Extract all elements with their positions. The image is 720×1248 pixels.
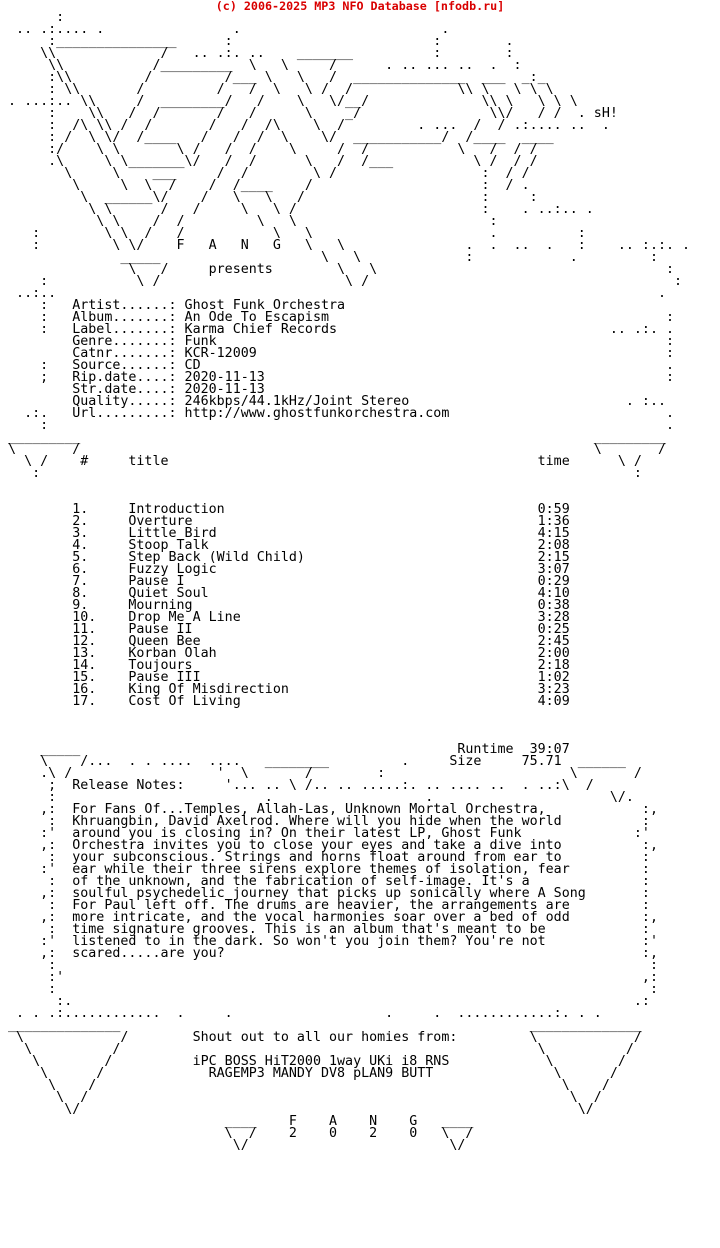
nfo-line: ______________ ______________ [0,1018,642,1033]
nfo-line [0,720,690,732]
nfo-line: 15. Pause III 1:02 [0,670,570,685]
nfo-line: : / \ \/ /____ / / / \ \/ ___________/ /____ ____ [0,130,554,145]
nfo-line: \ \ \ / / /____ / : / . [0,178,530,193]
nfo-line: \ \ ___ / / \ / : / / [0,166,530,181]
nfo-line: Catnr.......: KCR-12009 : [0,346,675,361]
nfo-line: : : [0,958,658,973]
nfo-line: :. .: [0,994,650,1009]
nfo-line: . . .:............ . . . . ............:. . . [0,1006,602,1021]
nfo-line: _____ \ \ : . : [0,250,658,265]
nfo-line: 5. Step Back (Wild Child) 2:15 [0,550,570,565]
nfo-line: ,: soulful psychedelic journey that picks up sonically where A Song : [0,886,650,901]
nfo-line: ..:.. . [0,286,667,301]
nfo-line: 14. Toujours 2:18 [0,658,570,673]
nfo-line: : \ \ / / \ \ . : [0,226,586,241]
nfo-line: : . [0,418,675,433]
nfo-line: :_______________ : : . [0,34,514,49]
nfo-line: Str.date....: 2020-11-13 [0,382,265,397]
nfo-line: 3. Little Bird 4:15 [0,526,570,541]
nfo-line: 6. Fuzzy Logic 3:07 [0,562,570,577]
nfo-line: : \ / \ / : [0,274,683,289]
nfo-line: ,: Orchestra invites you to close your eyes and take a dive into :, [0,838,658,853]
nfo-line: :\\ / /___ \ \ / ______________ ___ _:_ [0,70,546,85]
nfo-line: 1. Introduction 0:59 [0,502,570,517]
nfo-line: ,: scared.....are you? :, [0,946,658,961]
nfo-line: 4. Stoop Talk 2:08 [0,538,570,553]
nfo-line: 13. Korban Olah 2:00 [0,646,570,661]
nfo-line: : Source......: CD . [0,358,675,373]
nfo-line: ; Release Notes: '... .. \ /.. .. .....:. .. .... .. . ..:\ / [0,778,594,793]
nfo-line: \ \ / / \ \ : [0,214,498,229]
nfo-line: \ / 2 0 2 0 \ / [0,1126,474,1141]
nfo-line: :' around you is closing in? On their latest LP, Ghost Funk :' [0,826,650,841]
nfo-line [0,708,690,720]
nfo-line: Genre.......: Funk : [0,334,675,349]
nfo-line: 16. King Of Misdirection 3:23 [0,682,570,697]
nfo-line: \ / iPC BOSS HiT2000 1way UKi i8 RNS \ / [0,1054,626,1069]
nfo-line [0,480,690,492]
nfo-line: : For Paul left off. The drums are heavier, the arrangements are : [0,898,650,913]
nfo-line: \ / \ / [0,442,667,457]
nfo-line: : time signature grooves. This is an album that's meant to be : [0,922,650,937]
nfo-line: 2. Overture 1:36 [0,514,570,529]
nfo-line: _________ _________ [0,430,667,445]
nfo-line: .. .:.... . . . [0,22,450,37]
nfo-line: : Artist......: Ghost Funk Orchestra [0,298,346,313]
nfo-line: \ / RAGEMP3 MANDY DV8 pLAN9 BUTT \ / [0,1066,618,1081]
nfo-line: : [0,10,65,25]
nfo-line: .\ / ' \ / : \ / [0,766,642,781]
nfo-line: \ ______\/ / \ \ / : : [0,190,538,205]
nfo-line: :/ \ \ \ / / / \ / / \ / / / [0,142,538,157]
nfo-line: \ / \ / [0,1090,602,1105]
nfo-line: \\ /_________ \ \ / . .. ... .. . : [0,58,522,73]
nfo-line: ; Rip.date....: 2020-11-13 : [0,370,675,385]
nfo-line: \/ \/ [0,1138,466,1153]
nfo-line: \\ / .. .:. .. _______ : : [0,46,514,61]
nfo-line: 7. Pause I 0:29 [0,574,570,589]
nfo-line: 11. Pause II 0:25 [0,622,570,637]
nfo-line: \/ \/ [0,1102,594,1117]
nfo-line: : Label.......: Karma Chief Records .. .:. . [0,322,675,337]
nfo-line: : : [0,466,642,481]
nfo-line: : \\ / / / \ \ / / \\ \ \ \ \ [0,82,554,97]
nfo-line: 9. Mourning 0:38 [0,598,570,613]
nfo-line: :' ear while their three sirens explore themes of isolation, fear : [0,862,650,877]
nfo-line: . ...:.. \\ / ________/ / \ \/__/ \\ \ \ \ \ [0,94,578,109]
nfo-line: : . . \/. [0,790,634,805]
nfo-text [0,12,690,1152]
nfo-line: 8. Quiet Soul 4:10 [0,586,570,601]
nfo-line: _____ Runtime 39:07 [0,742,570,757]
nfo-line: ,: more intricate, and the vocal harmonies soar over a bed of odd :, [0,910,658,925]
nfo-line: : of the unknown, and the fabrication of self-image. It's a : [0,874,650,889]
nfo-line: Quality.....: 246kbps/44.1kHz/Joint Stereo . :.. [0,394,667,409]
nfo-line: : /\ \\ / / / / /\ \ / . ... / / .:.... .. . [0,118,610,133]
nfo-line: .\ \ \_______\/ / / \ / /___ \ / / / [0,154,538,169]
nfo-line: :' ,: [0,970,658,985]
nfo-line: ____ F A N G ____ [0,1114,474,1129]
nfo-line: : Album.......: An Ode To Escapism : [0,310,675,325]
nfo-line: \ / presents \ \ : [0,262,675,277]
nfo-line: ,: For Fans Of...Temples, Allah-Las, Unknown Mortal Orchestra, :, [0,802,658,817]
nfo-line: 12. Queen Bee 2:45 [0,634,570,649]
nfo-line: 10. Drop Me A Line 3:28 [0,610,570,625]
nfo-line: \ /... . . .... .... ________ . Size 75.71 ______ [0,754,626,769]
site-banner: (c) 2006-2025 MP3 NFO Database [nfodb.ru] [215,0,505,13]
nfo-line: : \\ / / / / \ _/ \\/ / / . sH! [0,106,618,121]
nfo-line: \ / \ / [0,1078,610,1093]
nfo-line: 17. Cost Of Living 4:09 [0,694,570,709]
nfo-line: \ / # title time \ / [0,454,642,469]
nfo-line: : Khruangbin, David Axelrod. Where will you hide when the world : [0,814,650,829]
nfo-line: \ / Shout out to all our homies from: \ / [0,1030,642,1045]
nfo-line: : : [0,982,658,997]
nfo-line: : your subconscious. Strings and horns float around from ear to : [0,850,650,865]
nfo-line: \ \ / / \ \ / : . ..:.. . [0,202,594,217]
nfo-line: \ / \ / [0,1042,634,1057]
nfo-line: : \ \/ F A N G \ \ . . .. . : .. :.:. . [0,238,691,253]
nfo-line: .:. Url.........: http://www.ghostfunkorchestra.com . [0,406,675,421]
nfo-line: :' listened to in the dark. So won't you join them? You're not :' [0,934,658,949]
